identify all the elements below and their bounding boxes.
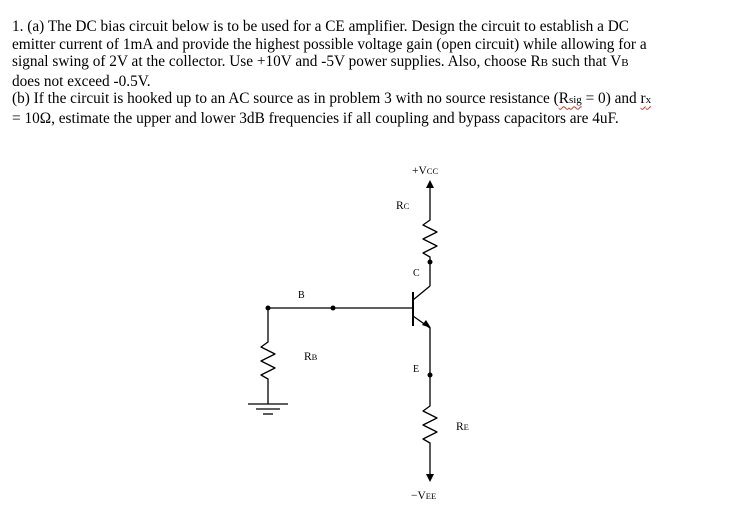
- rc-resistor: [423, 216, 437, 262]
- vee-label: −VEE: [411, 490, 437, 502]
- rc-label: RC: [396, 200, 410, 212]
- part-b-mid: = 0) and: [581, 90, 641, 108]
- emitter-node-dot: [428, 373, 433, 378]
- rb-resistor: [261, 338, 275, 384]
- collector-label: C: [413, 268, 420, 279]
- part-a-line-3-start: signal swing of 2V at the collector. Use +10V and -5V power supplies. Also, choose R: [12, 53, 541, 71]
- base-label: B: [298, 290, 305, 301]
- rb-subscript: B: [540, 57, 549, 70]
- rx-symbol: rx: [640, 90, 652, 108]
- part-b-line-2: = 10Ω, estimate the upper and lower 3dB frequencies if all coupling and bypass capacitors are 4uF.: [12, 109, 619, 127]
- base-node-dot: [266, 306, 271, 311]
- vcc-label: +VCC: [412, 165, 439, 177]
- rb-label: RB: [304, 351, 318, 363]
- re-label: RE: [456, 421, 469, 433]
- rsig-symbol: Rsig: [558, 90, 582, 108]
- vcc-arrow-icon: [426, 180, 434, 188]
- part-a-line-4: does not exceed -0.5V.: [12, 72, 151, 90]
- part-b-start: (b) If the circuit is hooked up to an AC source as in problem 3 with no source resistance (: [12, 90, 559, 108]
- re-resistor: [423, 402, 437, 448]
- vb-subscript: B: [621, 57, 629, 70]
- emitter-arrow-icon: [422, 320, 431, 328]
- collector-node-dot: [428, 260, 433, 265]
- base-junction-dot: [331, 306, 336, 311]
- part-a-line-2: emitter current of 1mA and provide the highest possible voltage gain (open circuit) while allowing for a: [12, 35, 647, 53]
- part-a-line-3-mid: such that V: [548, 53, 622, 71]
- vee-arrow-icon: [426, 474, 434, 482]
- collector-lead: [413, 286, 430, 300]
- emitter-label: E: [413, 364, 420, 375]
- part-a-line-1: 1. (a) The DC bias circuit below is to be used for a CE amplifier. Design the circuit to establish a DC: [12, 18, 629, 35]
